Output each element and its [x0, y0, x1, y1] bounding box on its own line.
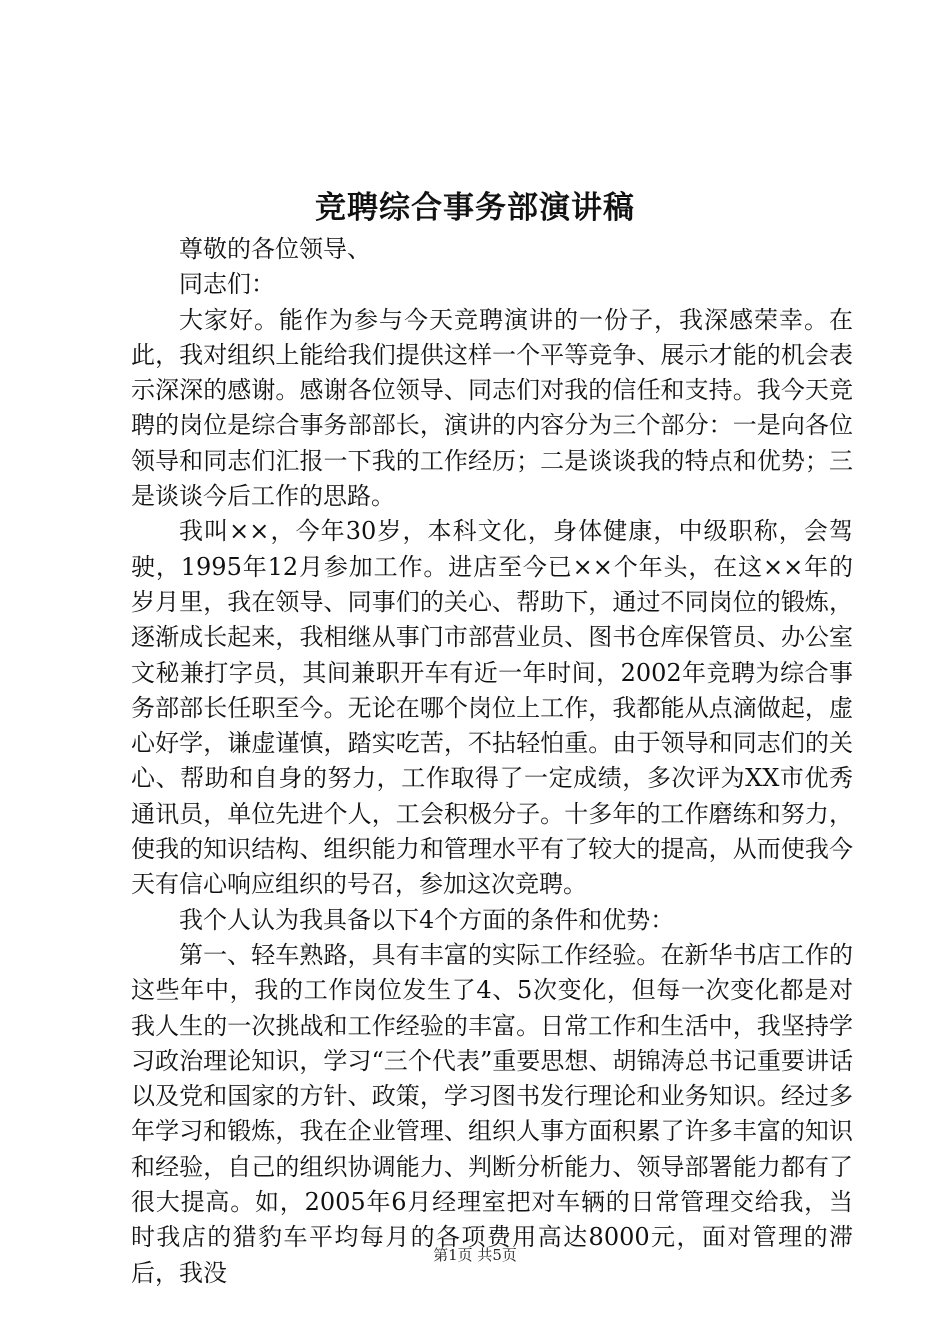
page-footer: 第1页 共5页	[433, 1246, 517, 1264]
document-title: 竞聘综合事务部演讲稿	[315, 190, 635, 226]
paragraph-advantages-intro: 我个人认为我具备以下4个方面的条件和优势：	[179, 905, 675, 934]
salutation-line-2: 同志们：	[179, 270, 275, 299]
paragraph-advantage-one: 第一、轻车熟路，具有丰富的实际工作经验。在新华书店工作的这些年中，我的工作岗位发生了4、5次变化，但每一次变化都是对我人生的一次挑战和工作经验的丰富。日常工作和生活中，我坚持学习政治理论知识，学习“三个代表”重要思想、胡锦涛总书记重要讲话以及党和国家的方针、政策，学习图书发行理论和业务知识。经过多年学习和锻炼，我在企业管理、组织人事方面积累了许多丰富的知识和经验，自己的组织协调能力、判断分析能力、领导部署能力都有了很大提高。如，2005年6月经理室把对车辆的日常管理交给我，当时我店的猎豹车平均每月的各项费用高达8000元，面对管理的滞后，我没	[131, 940, 853, 1287]
document-body	[131, 232, 853, 1291]
paragraph-experience: 我叫××，今年30岁，本科文化，身体健康，中级职称，会驾驶，1995年12月参加工作。进店至今已××个年头，在这××年的岁月里，我在领导、同事们的关心、帮助下，通过不同岗位的锻炼，逐渐成长起来，我相继从事门市部营业员、图书仓库保管员、办公室文秘兼打字员，其间兼职开车有近一年时间，2002年竞聘为综合事务部部长任职至今。无论在哪个岗位上工作，我都能从点滴做起，虚心好学，谦虚谨慎，踏实吃苦，不拈轻怕重。由于领导和同志们的关心、帮助和自身的努力，工作取得了一定成绩，多次评为XX市优秀通讯员，单位先进个人，工会积极分子。十多年的工作磨练和努力，使我的知识结构、组织能力和管理水平有了较大的提高，从而使我今天有信心响应组织的号召，参加这次竞聘。	[131, 517, 853, 899]
paragraph-opening: 大家好。能作为参与今天竞聘演讲的一份子，我深感荣幸。在此，我对组织上能给我们提供这样一个平等竞争、展示才能的机会表示深深的感谢。感谢各位领导、同志们对我的信任和支持。我今天竞聘的岗位是综合事务部部长，演讲的内容分为三个部分：一是向各位领导和同志们汇报一下我的工作经历；二是谈谈我的特点和优势；三是谈谈今后工作的思路。	[131, 305, 853, 511]
salutation-line-1: 尊敬的各位领导、	[179, 235, 371, 263]
